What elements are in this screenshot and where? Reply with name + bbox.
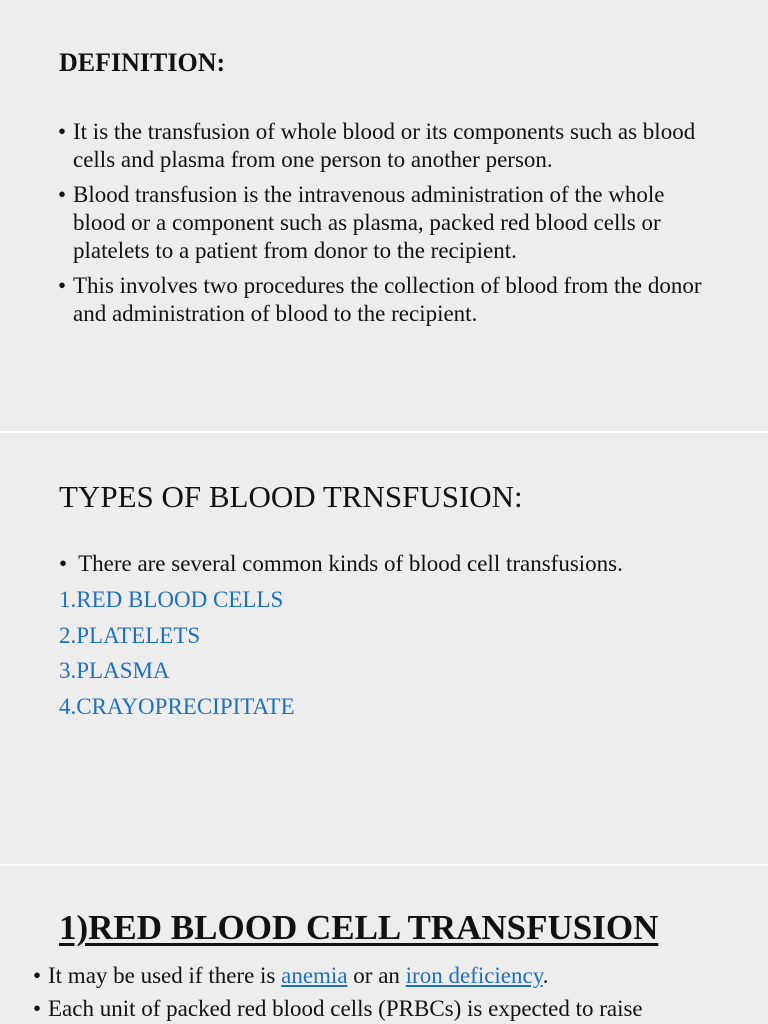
list-item bbox=[33, 962, 753, 990]
types-intro bbox=[59, 550, 623, 578]
bullet-icon: • bbox=[58, 273, 67, 298]
list-item: 2.PLATELETS bbox=[59, 622, 201, 648]
list-item: 3.PLASMA bbox=[59, 658, 170, 683]
list-item bbox=[58, 272, 718, 328]
slide-types bbox=[0, 433, 768, 864]
bullet-text: This involves two procedures the collection of blood from the donor and administration of blood to the recipient. bbox=[73, 273, 702, 326]
bullet-text: It is the transfusion of whole blood or its components such as blood cells and plasma from one person to another person. bbox=[73, 119, 696, 172]
list-item bbox=[58, 118, 718, 174]
types-list bbox=[59, 582, 295, 724]
intro-text: There are several common kinds of blood cell transfusions. bbox=[78, 551, 623, 576]
bullet-text: . bbox=[542, 963, 549, 988]
bullet-icon: • bbox=[58, 119, 67, 144]
definition-heading: DEFINITION: bbox=[59, 48, 226, 77]
list-item bbox=[58, 181, 718, 265]
list-item bbox=[33, 995, 753, 1023]
anemia-link[interactable]: anemia bbox=[281, 963, 348, 988]
bullet-text: or an bbox=[347, 963, 406, 988]
definition-bullet-list bbox=[58, 118, 718, 335]
list-item: 4.CRAYOPRECIPITATE bbox=[59, 693, 295, 719]
slide-definition bbox=[0, 0, 768, 431]
bullet-icon: • bbox=[58, 182, 67, 207]
bullet-icon: • bbox=[59, 551, 68, 576]
list-item: 1.RED BLOOD CELLS bbox=[59, 587, 284, 612]
bullet-icon: • bbox=[33, 996, 42, 1021]
rbc-heading: 1)RED BLOOD CELL TRANSFUSION bbox=[59, 908, 659, 947]
bullet-text: It may be used if there is bbox=[48, 963, 282, 988]
slide-red-blood-cell-transfusion bbox=[0, 866, 768, 1024]
iron-deficiency-link[interactable]: iron deficiency bbox=[405, 963, 543, 988]
types-heading: TYPES OF BLOOD TRNSFUSION: bbox=[59, 479, 523, 514]
bullet-text: Blood transfusion is the intravenous administration of the whole blood or a component such as plasma, packed red blood cells or platelets to a patient from donor to the recipient. bbox=[73, 182, 665, 263]
bullet-icon: • bbox=[33, 963, 42, 988]
bullet-text: Each unit of packed red blood cells (PRBCs) is expected to raise bbox=[48, 996, 643, 1021]
rbc-bullet-list bbox=[33, 962, 753, 1024]
